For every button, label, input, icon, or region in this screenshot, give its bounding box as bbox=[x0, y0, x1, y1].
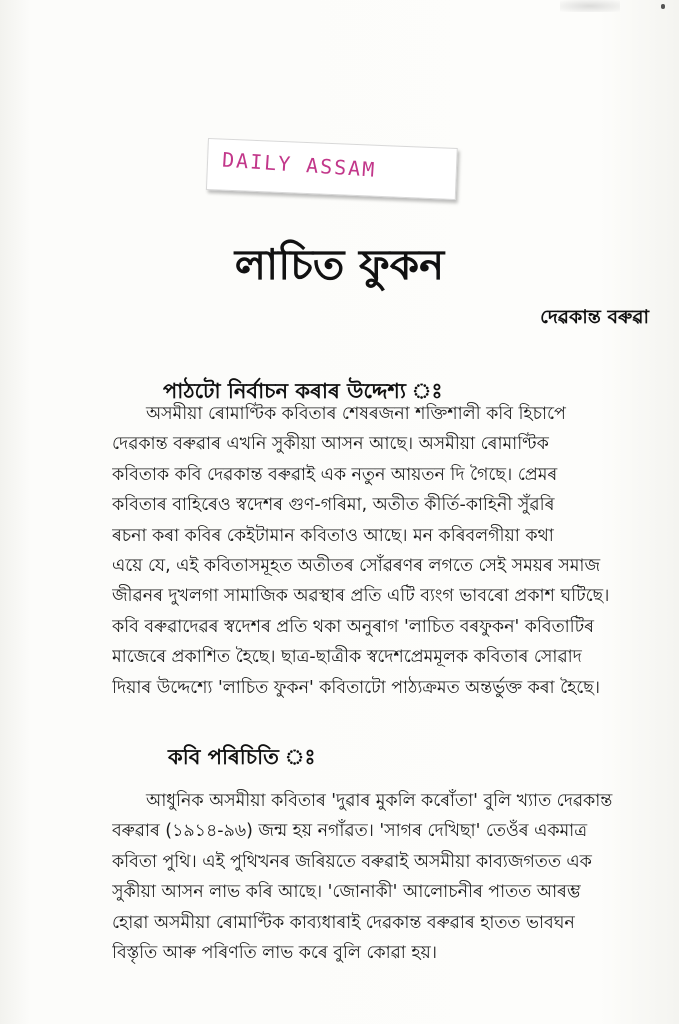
paragraph-line: হোৱা অসমীয়া ৰোমাণ্টিক কাব্যধাৰাই দেৱকান্ত বৰুৱাৰ হাতত ভাবঘন bbox=[112, 912, 575, 933]
paragraph-line: কবিতাৰ বাহিৰেও স্বদেশৰ গুণ-গৰিমা, অতীত কীৰ্তি-কাহিনী সুঁৱৰি bbox=[112, 495, 555, 516]
paragraph-line: জীৱনৰ দুখলগা সামাজিক অৱস্থাৰ প্ৰতি এটি ব্যংগ ভাবৰো প্ৰকাশ ঘটিছে। bbox=[112, 586, 610, 607]
paragraph-line: কবি বৰুৱাদেৱৰ স্বদেশৰ প্ৰতি থকা অনুৰাগ 'লাচিত বৰফুকন' কবিতাটিৰ bbox=[112, 616, 594, 637]
paragraph-poet-intro bbox=[112, 786, 664, 968]
paragraph-line: কবিতাক কবি দেৱকান্ত বৰুৱাই এক নতুন আয়তন দি গৈছে। প্ৰেমৰ bbox=[112, 464, 558, 485]
scan-mark bbox=[661, 4, 665, 9]
paragraph-line: ৰচনা কৰা কবিৰ কেইটামান কবিতাও আছে। মন কৰিবলগীয়া কথা bbox=[112, 525, 554, 546]
author-name: দেৱকান্ত বৰুৱা bbox=[540, 306, 649, 328]
section-heading-poet-intro: কবি পৰিচিতি ঃ bbox=[168, 745, 316, 769]
paragraph-line: আধুনিক অসমীয়া কবিতাৰ 'দুৱাৰ মুকলি কৰোঁতা' বুলি খ্যাত দেৱকান্ত bbox=[146, 791, 613, 811]
paragraph-line: সুকীয়া আসন লাভ কৰি আছে। 'জোনাকী' আলোচনীৰ পাতত আৰম্ভ bbox=[112, 882, 581, 903]
scan-smudge bbox=[560, 0, 620, 12]
paragraph-purpose bbox=[112, 399, 664, 703]
paragraph-line: বিস্তৃতি আৰু পৰিণতি লাভ কৰে বুলি কোৱা হয়। bbox=[112, 943, 437, 964]
paragraph-line: এয়ে যে, এই কবিতাসমূহত অতীতৰ সোঁৱৰণৰ লগতে সেই সময়ৰ সমাজ bbox=[112, 556, 601, 577]
paragraph-line: কবিতা পুথি। এই পুথিখনৰ জৰিয়তে বৰুৱাই অসমীয়া কাব্যজগতত এক bbox=[112, 851, 592, 872]
paragraph-line: দেৱকান্ত বৰুৱাৰ এখনি সুকীয়া আসন আছে। অসমীয়া ৰোমাণ্টিক bbox=[112, 434, 549, 455]
paragraph-line: দিয়াৰ উদ্দেশ্যে 'লাচিত ফুকন' কবিতাটো পাঠ্যক্ৰমত অন্তৰ্ভুক্ত কৰা হৈছে। bbox=[112, 677, 601, 698]
paragraph-line: মাজেৰে প্ৰকাশিত হৈছে। ছাত্ৰ-ছাত্ৰীক স্বদেশপ্ৰেমমূলক কবিতাৰ সোৱাদ bbox=[112, 647, 582, 668]
paragraph-line: বৰুৱাৰ (১৯১৪-৯৬) জন্ম হয় নগাঁৱত। 'সাগৰ দেখিছা' তেওঁৰ একমাত্ৰ bbox=[112, 821, 587, 842]
section-heading-purpose: পাঠটো নিৰ্বাচন কৰাৰ উদ্দেশ্য ঃ bbox=[163, 379, 443, 403]
daily-assam-label bbox=[206, 138, 458, 200]
label-text: DAILY ASSAM bbox=[221, 147, 378, 182]
page-title: লাচিত ফুকন bbox=[234, 240, 445, 289]
paragraph-line: অসমীয়া ৰোমাণ্টিক কবিতাৰ শেষৰজনা শক্তিশালী কবি হিচাপে bbox=[146, 404, 566, 424]
